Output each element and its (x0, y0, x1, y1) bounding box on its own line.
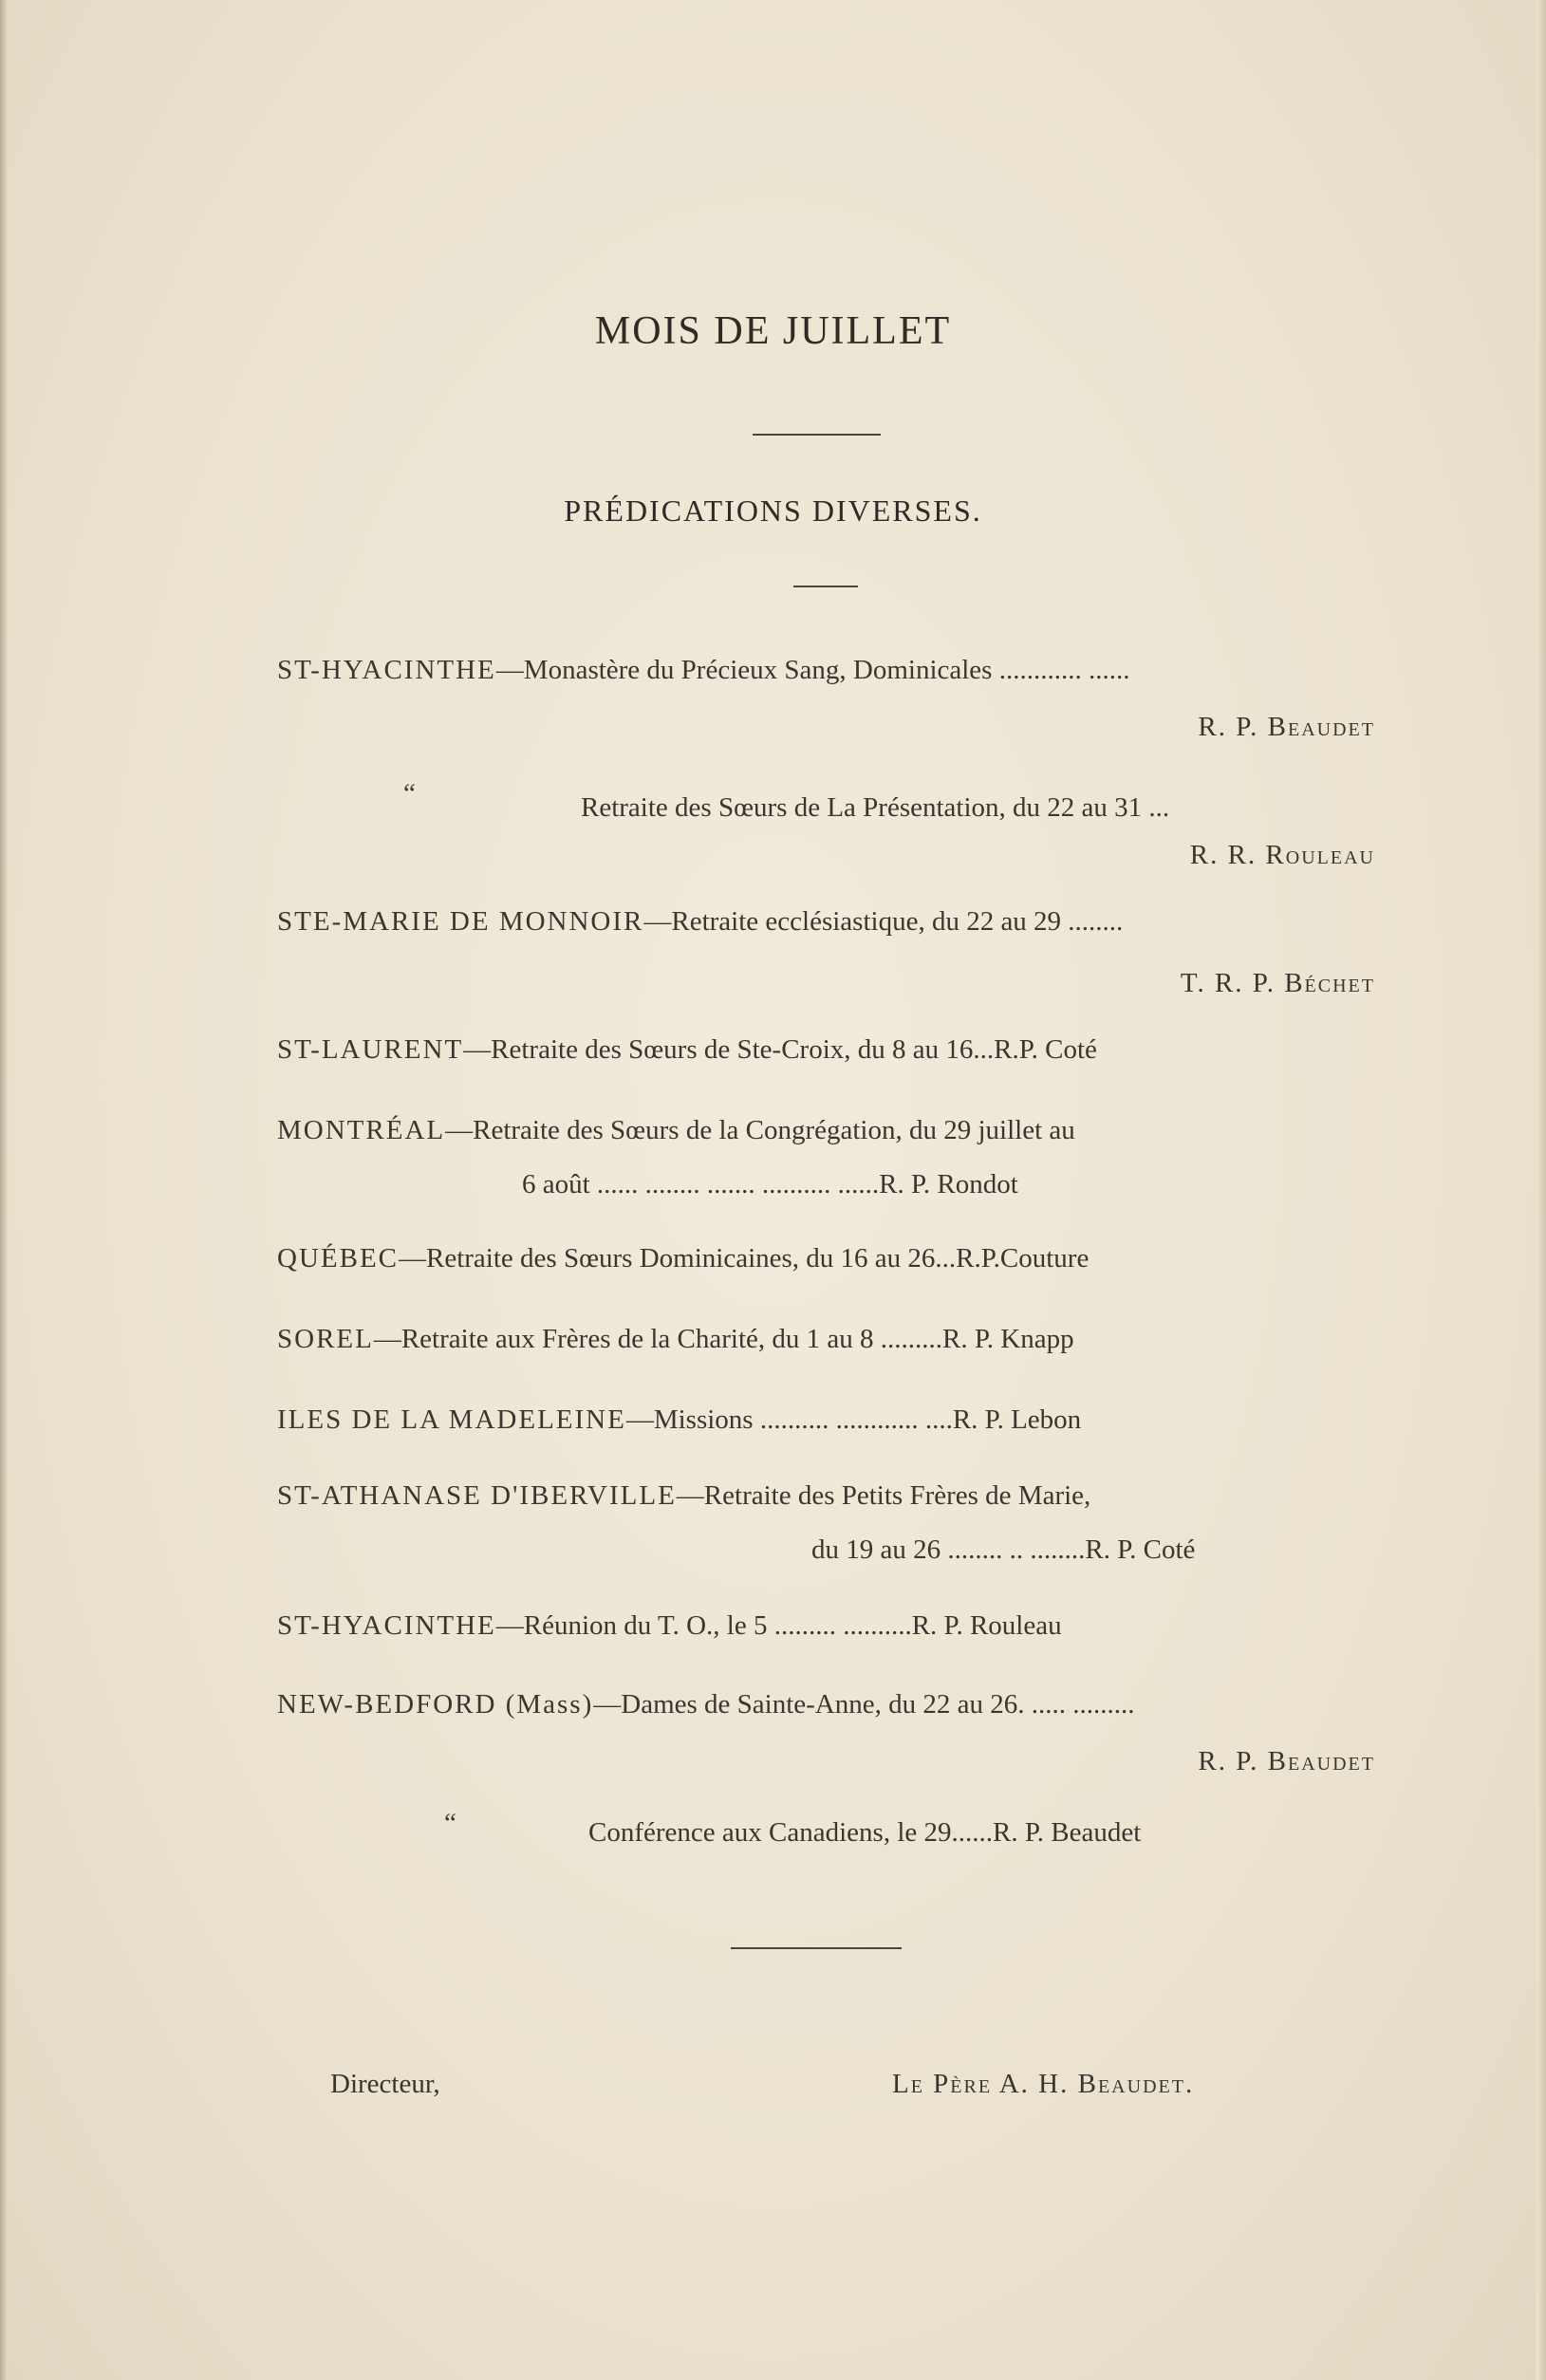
entry-preacher: R. P. Beaudet (1198, 1746, 1375, 1776)
entry-place: NEW-BEDFORD (Mass) (277, 1689, 594, 1720)
divider-rule (731, 1947, 902, 1949)
entry-text: Retraite des Sœurs de La Présentation, du 22 au 31 ... (581, 792, 1170, 823)
entry-preacher: R. R. Rouleau (1189, 840, 1375, 870)
entry-text: —Dames de Sainte-Anne, du 22 au 26. ..... ......... (593, 1689, 1135, 1720)
entry-text: —Retraite des Petits Frères de Marie, (676, 1480, 1091, 1511)
list-item (277, 1324, 1074, 1355)
entry-text: —Monastère du Précieux Sang, Dominicales ............ ...... (495, 655, 1130, 685)
list-item (277, 1115, 1075, 1146)
entry-text: —Retraite des Sœurs de Ste-Croix, du 8 au 16...R.P. Coté (463, 1034, 1097, 1065)
ditto-mark: “ (444, 1808, 456, 1838)
entry-place: ST-ATHANASE D'IBERVILLE (277, 1480, 677, 1511)
entry-text: —Missions .......... ............ ....R. P. Lebon (625, 1404, 1082, 1435)
page-edge-right (1537, 0, 1546, 2380)
entry-text: —Retraite des Sœurs Dominicaines, du 16 au 26...R.P.Couture (399, 1243, 1090, 1274)
footer-signature: Le Père A. H. Beaudet. (892, 2069, 1195, 2099)
entry-place: ST-HYACINTHE (277, 655, 496, 685)
list-item (277, 1404, 1081, 1436)
entry-place: QUÉBEC (277, 1243, 399, 1274)
entry-continuation: 6 août ...... ........ ....... .......... ......R. P. Rondot (522, 1169, 1018, 1199)
entry-place: STE-MARIE DE MONNOIR (277, 906, 644, 937)
divider-rule (753, 434, 881, 436)
section-subtitle: PRÉDICATIONS DIVERSES. (564, 493, 982, 528)
list-item (277, 1034, 1097, 1066)
ditto-mark: “ (403, 778, 416, 809)
list-item (277, 1610, 1062, 1642)
list-item (277, 906, 1123, 938)
list-item (277, 1480, 1090, 1512)
entry-place: ILES DE LA MADELEINE (277, 1404, 626, 1435)
divider-rule (793, 586, 858, 587)
list-item (277, 1243, 1089, 1274)
entry-preacher: T. R. P. Béchet (1180, 968, 1375, 998)
list-item (277, 1689, 1134, 1720)
page-edge-left (0, 0, 8, 2380)
entry-place: SOREL (277, 1324, 374, 1354)
entry-place: ST-HYACINTHE (277, 1610, 496, 1641)
entry-text: —Retraite des Sœurs de la Congrégation, du 29 juillet au (445, 1115, 1075, 1145)
entry-continuation: du 19 au 26 ........ .. ........R. P. Coté (811, 1534, 1196, 1565)
footer-label: Directeur, (330, 2069, 440, 2099)
entry-place: ST-LAURENT (277, 1034, 464, 1065)
entry-place: MONTRÉAL (277, 1115, 446, 1145)
entry-text: Conférence aux Canadiens, le 29......R. P. Beaudet (588, 1817, 1142, 1848)
list-item (277, 655, 1129, 686)
entry-preacher: R. P. Beaudet (1198, 712, 1375, 742)
entry-text: —Réunion du T. O., le 5 ......... ..........R. P. Rouleau (495, 1610, 1062, 1641)
page-title: MOIS DE JUILLET (594, 309, 952, 353)
entry-text: —Retraite aux Frères de la Charité, du 1 au 8 .........R. P. Knapp (373, 1324, 1074, 1354)
entry-text: —Retraite ecclésiastique, du 22 au 29 ........ (643, 906, 1124, 937)
